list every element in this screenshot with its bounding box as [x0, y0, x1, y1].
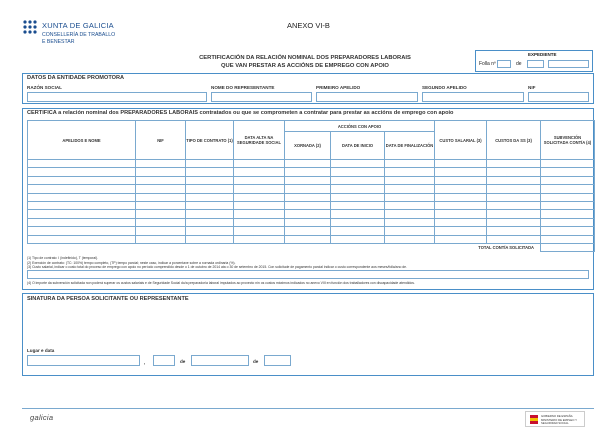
table-row	[28, 185, 595, 193]
note-4: (4) O importe da subvención solicitada non poderá superar os custos salariais e de Seguridade Social do/a preparador/a laboral imputados ao proxecto nin os custos máximos indicados no anexo VIII en función dos traballadores con discapacidade atendidos.	[27, 281, 415, 285]
col-xornada: XORNADA (2)	[285, 132, 331, 160]
preparadores-table	[27, 120, 595, 252]
folio-total-input[interactable]	[527, 60, 544, 68]
total-input[interactable]	[541, 243, 595, 251]
annex-label: ANEXO VI-B	[287, 21, 330, 30]
signature-title: SINATURA DA PERSOA SOLICITANTE OU REPRESENTANTE	[27, 296, 189, 302]
col-custo-salarial: CUSTO SALARIAL (3)	[435, 121, 487, 160]
nif-input[interactable]	[528, 92, 589, 102]
entity-section-title: DATOS DA ENTIDADE PROMOTORA	[27, 75, 125, 81]
folio-number-input[interactable]	[497, 60, 511, 68]
primeiro-apelido-label: PRIMEIRO APELIDO	[316, 85, 361, 90]
table-body	[28, 160, 595, 252]
footer-divider	[22, 408, 594, 409]
xunta-logo-icon	[22, 19, 38, 35]
place-date-label: Lugar e data	[27, 348, 55, 353]
galicia-brand: galicia	[30, 413, 54, 422]
org-name: XUNTA DE GALICIA	[42, 21, 114, 30]
nif-label: NIF	[528, 85, 536, 90]
day-input[interactable]	[153, 355, 175, 366]
segundo-apelido-label: SEGUNDO APELIDO	[422, 85, 467, 90]
col-data-inicio: DATA DE INICIO	[331, 132, 385, 160]
table-row	[28, 193, 595, 201]
table-row	[28, 160, 595, 168]
place-input[interactable]	[27, 355, 140, 366]
primeiro-apelido-input[interactable]	[316, 92, 418, 102]
total-label: TOTAL CONTÍA SOLICITADA	[478, 245, 534, 251]
comma-label: ,	[144, 360, 146, 365]
table-row	[28, 176, 595, 184]
segundo-apelido-input[interactable]	[422, 92, 524, 102]
folio-de-label: de	[516, 61, 522, 67]
table-row	[28, 168, 595, 176]
note-3: (3) Custo salarial, indicar o custo total do proceso de emprego con apoio no período comprendido desde o 1 de outubro de 2014 ata o 30 de setembro de 2015. Con solicitude de pagamento parcial indicar o custo correspondente aos meses/folla/ano de.	[27, 265, 407, 270]
expediente-input[interactable]	[548, 60, 589, 68]
table-row	[28, 227, 595, 235]
table-row	[28, 201, 595, 209]
department-name: CONSELLERÍA DE TRABALLO E BENESTAR	[42, 32, 116, 45]
col-subvencion: SUBVENCIÓN SOLICITADA CONTÍA (4)	[541, 121, 595, 160]
col-custos-ss: CUSTOS DA SS (3)	[487, 121, 541, 160]
month-input[interactable]	[191, 355, 249, 366]
table-row	[28, 235, 595, 243]
nome-representante-input[interactable]	[211, 92, 312, 102]
note-2: (2) Exención de contrato: (TC: 100%) tempo completo, (TP) tempo parcial; neste caso, indicar a porcentaxe sobre a xornada ordinaria (%).	[27, 260, 236, 265]
note-1: (1) Tipo de contrato: I (indefinido), T (temporal).	[27, 256, 99, 260]
table-row	[28, 218, 595, 226]
col-data-fin: DATA DE FINALIZACIÓN	[385, 132, 435, 160]
ministry-logo	[525, 411, 585, 427]
col-apelidos: APELIDOS E NOME	[28, 121, 136, 160]
col-nif: NIF	[136, 121, 186, 160]
razon-social-label: RAZÓN SOCIAL	[27, 85, 62, 90]
spain-coat-of-arms-icon	[529, 414, 539, 425]
razon-social-input[interactable]	[27, 92, 207, 102]
col-data-alta: DATA ALTA NA SEGURIDADE SOCIAL	[234, 121, 285, 160]
expediente-label: EXPEDIENTE	[528, 52, 557, 57]
de-label-1: de	[180, 359, 186, 364]
ministry-text: GOBIERNO DE ESPAÑA MINISTERIO DE EMPLEO Y SEGURIDAD SOCIAL	[541, 414, 577, 426]
total-row	[28, 243, 595, 251]
col-tipo-contrato: TIPO DE CONTRATO (1)	[186, 121, 234, 160]
notes-block	[27, 256, 587, 270]
folio-label: Folla nº	[479, 61, 496, 67]
certifica-title: CERTIFICA a relación nominal dos PREPARADORES LABORAIS contratados ou que se comprometen a contratar para prestar as accións de emprego con apoio	[27, 110, 454, 116]
document-title: CERTIFICACIÓN DA RELACIÓN NOMINAL DOS PREPARADORES LABORAIS QUE VAN PRESTAR AS ACCIÓNS DE EMPREGO CON APOIO	[199, 55, 411, 69]
note-3-input[interactable]	[27, 270, 589, 279]
year-input[interactable]	[264, 355, 291, 366]
nome-representante-label: NOME DO REPRESENTANTE	[211, 85, 275, 90]
table-row	[28, 210, 595, 218]
col-accions-apoio: ACCIÓNS CON APOIO	[285, 121, 435, 132]
de-label-2: de	[253, 359, 259, 364]
